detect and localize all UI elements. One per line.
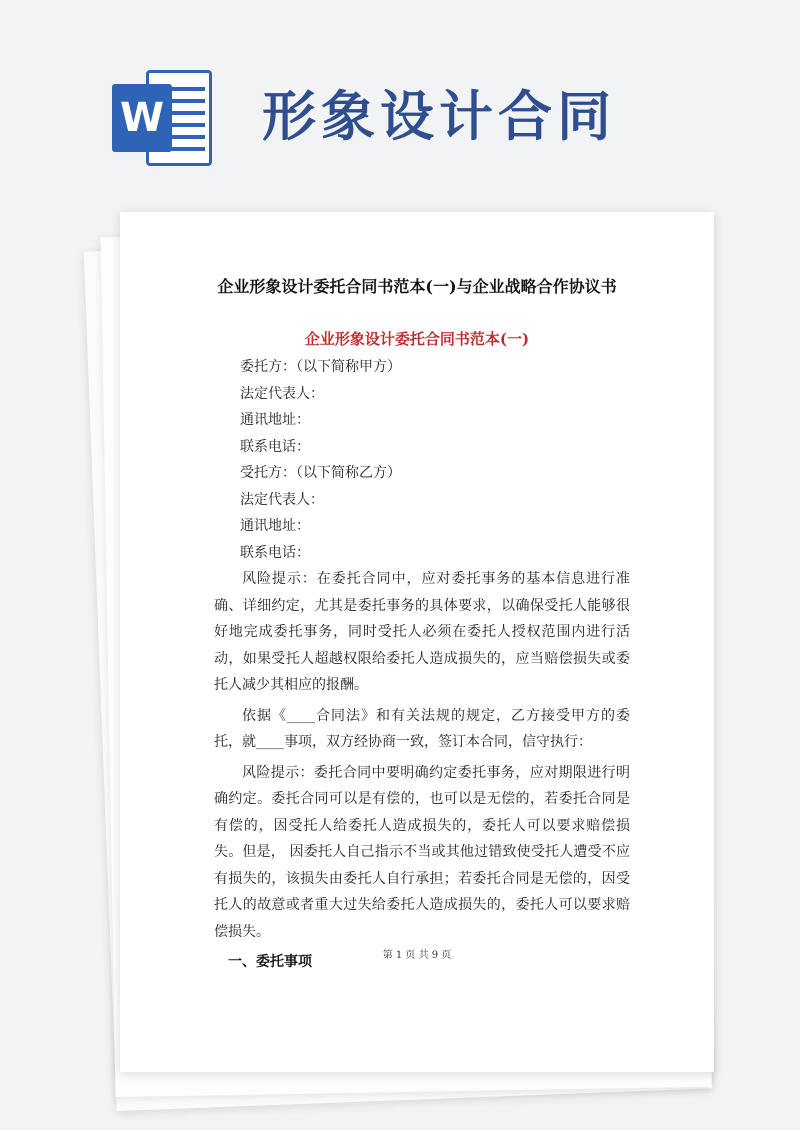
field-agent-phone: 联系电话： — [240, 544, 310, 561]
field-principal-address: 通讯地址： — [240, 412, 310, 428]
basis-paragraph: 依据《____合同法》和有关法规的规定，乙方接受甲方的委托，就____事项，双方经协商一致，签订本合同，信守执行： — [214, 707, 630, 750]
word-letter-badge: W — [112, 84, 172, 152]
risk-notice-paragraph: 风险提示：在委托合同中，应对委托事务的基本信息进行准确、详细约定，尤其是委托事务的具体要求，以确保受托人能够很好地完成委托事务，同时受托人必须在委托人授权范围内进行活动，如果受托人超越权限给委托人造成损失的，应当赔偿损失或委托人减少其相应的报酬。 — [214, 571, 630, 693]
word-document-icon — [112, 70, 212, 166]
field-agent-legal-rep: 法定代表人： — [240, 491, 324, 508]
banner-title: 形象设计合同 — [262, 85, 616, 148]
document-body — [214, 354, 630, 976]
header-banner — [0, 0, 800, 200]
field-agent: 受托方：（以下简称乙方） — [240, 465, 401, 481]
risk-notice-paragraph-2: 风险提示：委托合同中要明确约定委托事务，应对期限进行明确约定。委托合同可以是有偿的，也可以是无偿的，若委托合同是有偿的，因受托人给委托人造成损失的，委托人可以要求赔偿损失。但是， 因委托人自己指示不当或其他过错致使受托人遭受不应有损失的，该损失由委托人自行承担；若委托合同是无偿的，因受托人的故意或者重大过失给委托人造成损失的，委托人可以要求赔偿损失。 — [214, 764, 630, 940]
document-title: 企业形象设计委托合同书范本(一)与企业战略合作协议书 — [217, 277, 617, 296]
page-number: 第 1 页 共 9 页 — [382, 950, 452, 961]
document-page — [120, 212, 714, 1072]
section-heading: 一、委托事项 — [228, 954, 312, 970]
section-title: 企业形象设计委托合同书范本(一) — [304, 330, 530, 348]
field-principal: 委托方：（以下简称甲方） — [240, 359, 401, 375]
field-agent-address: 通讯地址： — [240, 518, 310, 534]
field-principal-phone: 联系电话： — [240, 438, 310, 455]
field-principal-legal-rep: 法定代表人： — [240, 385, 324, 402]
